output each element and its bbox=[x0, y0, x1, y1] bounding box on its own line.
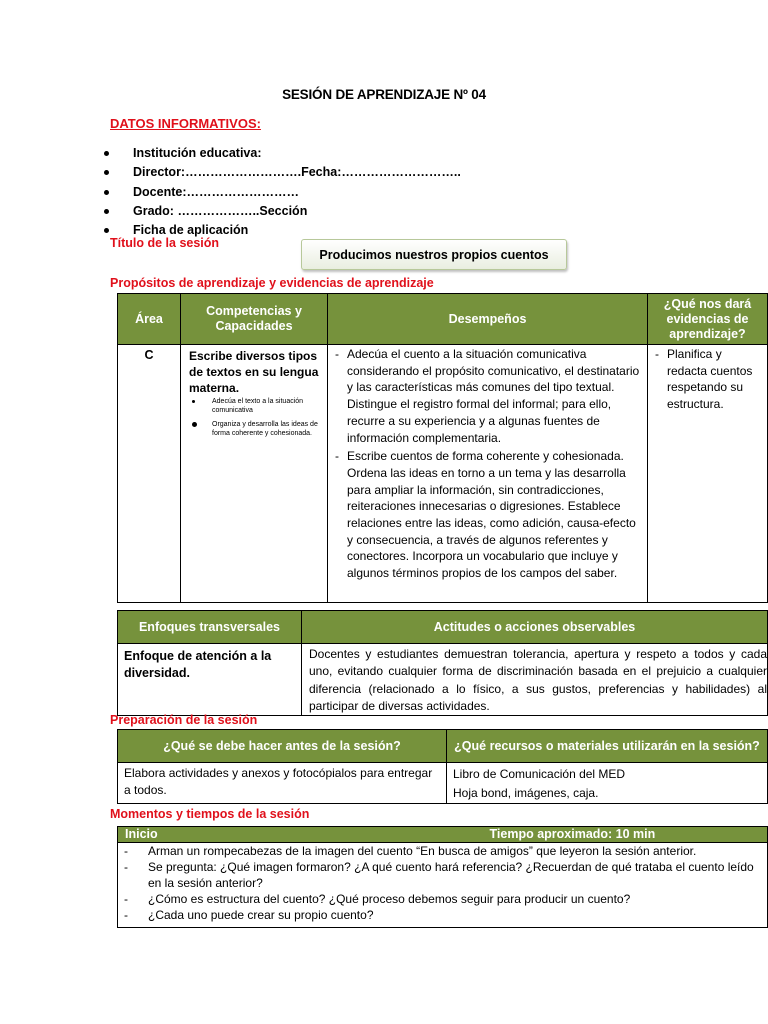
datos-item-institucion: Institución educativa: bbox=[104, 145, 461, 164]
recursos-cell bbox=[447, 763, 768, 804]
propositos-label: Propósitos de aprendizaje y evidencias de aprendizaje bbox=[110, 276, 434, 290]
header-area: Área bbox=[118, 294, 181, 345]
inicio-item: - Se pregunta: ¿Qué imagen formaron? ¿A qué cuento hará referencia? ¿Recuerdan de qué trataba el cuento leído en la sesión anterior? bbox=[118, 859, 767, 891]
evidencia-item: - Planifica y redacta cuentos respetando su estructura. bbox=[650, 346, 763, 413]
datos-item-grado: Grado: ………………..Sección bbox=[104, 203, 461, 222]
capacidad-item: Organiza y desarrolla las ideas de forma coherente y cohesionada. bbox=[189, 420, 323, 438]
preparacion-label: Preparación de la sesión bbox=[110, 713, 258, 727]
session-title-box: Producimos nuestros propios cuentos bbox=[301, 239, 567, 270]
titulo-sesion-label: Título de la sesión bbox=[110, 236, 220, 250]
datos-item-docente: Docente:……………………… bbox=[104, 184, 461, 203]
capacidades-list bbox=[189, 397, 323, 438]
momentos-table bbox=[117, 826, 768, 928]
page-title: SESIÓN DE APRENDIZAJE Nº 04 bbox=[282, 87, 486, 102]
capacidad-item: Adecúa el texto a la situación comunicativa bbox=[189, 397, 323, 415]
inicio-item: - ¿Cómo es estructura del cuento? ¿Qué proceso debemos seguir para producir un cuento? bbox=[118, 891, 767, 907]
antes-cell: Elabora actividades y anexos y fotocópialos para entregar a todos. bbox=[118, 763, 447, 804]
competencias-cell bbox=[181, 345, 328, 603]
header-desempenos: Desempeños bbox=[328, 294, 648, 345]
actitud-cell: Docentes y estudiantes demuestran tolerancia, apertura y respeto a todos y cada uno, evitando cualquier forma de discriminación basada en el prejuicio a cualquier diferencia (relacionado a lo físico, a sus gustos, preferencias y habilidades) al participar de diversas actividades. bbox=[302, 644, 768, 716]
desempenos-cell bbox=[328, 345, 648, 603]
inicio-list bbox=[118, 843, 767, 923]
preparacion-table bbox=[117, 729, 768, 804]
datos-list bbox=[104, 145, 461, 241]
desempeno-item: - Adecúa el cuento a la situación comunicativa considerando el propósito comunicativo, el destinatario y las características más comunes del tipo textual. Distingue el registro formal del informal; para ello, recurre a su experiencia y a algunas fuentes de información complementaria. bbox=[330, 346, 643, 446]
enfoque-cell: Enfoque de atención a la diversidad. bbox=[118, 644, 302, 716]
competencia-text: Escribe diversos tipos de textos en su lengua materna. bbox=[189, 349, 319, 395]
header-recursos: ¿Qué recursos o materiales utilizarán en la sesión? bbox=[447, 730, 768, 763]
evidencias-list bbox=[650, 346, 763, 413]
inicio-item: - ¿Cada uno puede crear su propio cuento? bbox=[118, 907, 767, 923]
header-enfoques: Enfoques transversales bbox=[118, 611, 302, 644]
area-cell: C bbox=[118, 345, 181, 603]
inicio-label: Inicio bbox=[118, 827, 486, 843]
header-actitudes: Actitudes o acciones observables bbox=[302, 611, 768, 644]
propositos-table bbox=[117, 293, 768, 603]
momentos-label: Momentos y tiempos de la sesión bbox=[110, 807, 310, 821]
recurso-item: Hoja bond, imágenes, caja. bbox=[453, 786, 599, 800]
datos-item-director: Director:……………………….Fecha:……………………….. bbox=[104, 164, 461, 183]
recurso-item: Libro de Comunicación del MED bbox=[453, 767, 626, 781]
datos-informativos-heading: DATOS INFORMATIVOS: bbox=[110, 116, 261, 131]
header-competencias: Competencias y Capacidades bbox=[181, 294, 328, 345]
tiempo-label: Tiempo aproximado: 10 min bbox=[486, 827, 768, 843]
header-evidencias: ¿Qué nos dará evidencias de aprendizaje? bbox=[648, 294, 768, 345]
desempeno-item: - Escribe cuentos de forma coherente y cohesionada. Ordena las ideas en torno a un tema y las desarrolla para ampliar la información, sin contradicciones, reiteraciones innecesarias o digresiones. Establece relaciones entre las ideas, como adición, causa-efecto y consecuencia, a través de algunos referentes y conectores. Incorpora un vocabulario que incluye y algunos términos propios de los campos del saber. bbox=[330, 448, 643, 582]
datos-item-ficha: Ficha de aplicación bbox=[104, 222, 461, 241]
inicio-content bbox=[118, 843, 768, 928]
enfoques-table bbox=[117, 610, 768, 716]
desempenos-list bbox=[330, 346, 643, 582]
inicio-item: - Arman un rompecabezas de la imagen del cuento “En busca de amigos” que leyeron la sesión anterior. bbox=[118, 843, 767, 859]
evidencias-cell bbox=[648, 345, 768, 603]
header-antes: ¿Qué se debe hacer antes de la sesión? bbox=[118, 730, 447, 763]
